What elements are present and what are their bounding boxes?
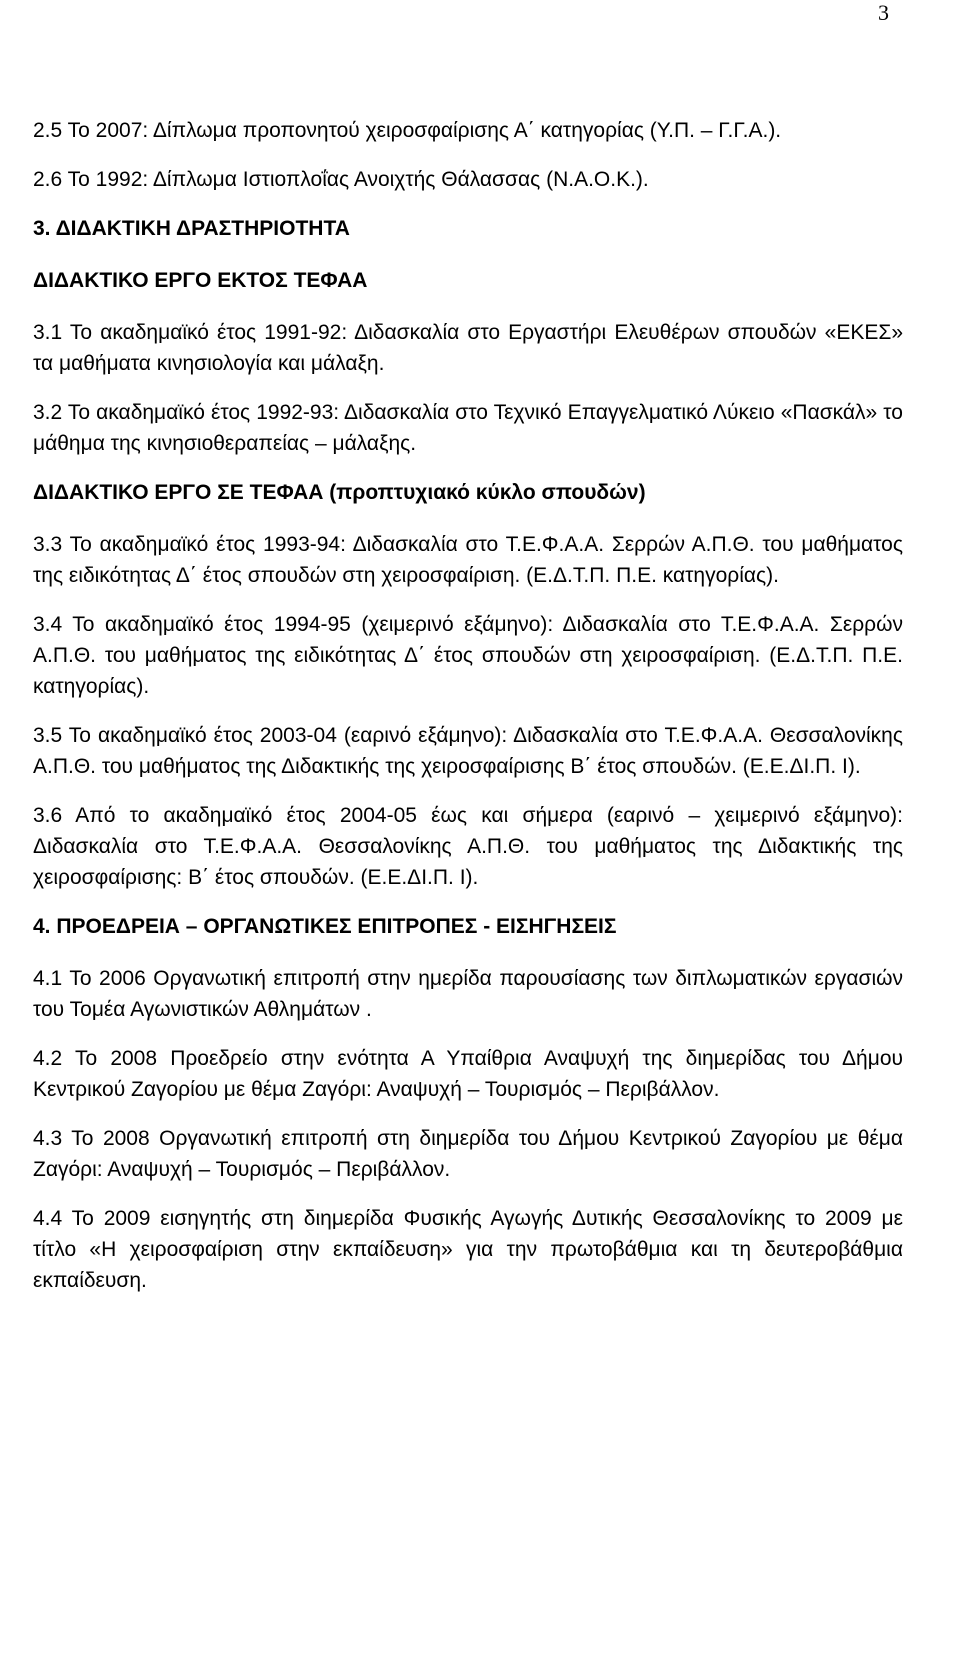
item-4-1: 4.1 Το 2006 Οργανωτική επιτροπή στην ημερίδα παρουσίασης των διπλωματικών εργασιών του Τομέα Αγωνιστικών Αθλημάτων . — [33, 967, 903, 1021]
subheading-in-tefaa: ΔΙΔΑΚΤΙΚΟ ΕΡΓΟ ΣΕ ΤΕΦΑΑ (προπτυχιακό κύκλο σπουδών) — [33, 481, 646, 504]
subheading-outside-tefaa: ΔΙΔΑΚΤΙΚΟ ΕΡΓΟ ΕΚΤΟΣ ΤΕΦΑΑ — [33, 269, 368, 292]
item-3-1: 3.1 Το ακαδημαϊκό έτος 1991-92: Διδασκαλία στο Εργαστήρι Ελευθέρων σπουδών «ΕΚΕΣ» τα μαθήματα κινησιολογία και μάλαξη. — [33, 321, 903, 375]
document-body — [33, 115, 903, 1314]
item-3-5: 3.5 Το ακαδημαϊκό έτος 2003-04 (εαρινό εξάμηνο): Διδασκαλία στο Τ.Ε.Φ.Α.Α. Θεσσαλονίκης Α.Π.Θ. του μαθήματος της Διδακτικής της χειροσφαίρισης Β΄ έτος σπουδών. (Ε.Ε.ΔΙ.Π. Ι). — [33, 724, 903, 778]
page-number: 3 — [878, 0, 889, 25]
item-3-4: 3.4 Το ακαδημαϊκό έτος 1994-95 (χειμερινό εξάμηνο): Διδασκαλία στο Τ.Ε.Φ.Α.Α. Σερρών Α.Π.Θ. του μαθήματος της ειδικότητας Δ΄ έτος σπουδών στη χειροσφαίριση. (Ε.Δ.Τ.Π. Π.Ε. κατηγορίας). — [33, 613, 903, 698]
item-2-5: 2.5 Το 2007: Δίπλωμα προπονητού χειροσφαίρισης Α΄ κατηγορίας (Υ.Π. – Γ.Γ.Α.). — [33, 119, 782, 142]
item-3-6: 3.6 Από το ακαδημαϊκό έτος 2004-05 έως και σήμερα (εαρινό – χειμερινό εξάμηνο): Διδασκαλία στο Τ.Ε.Φ.Α.Α. Θεσσαλονίκης Α.Π.Θ. του μαθήματος της Διδακτικής της χειροσφαίρισης: Β΄ έτος σπουδών. (Ε.Ε.ΔΙ.Π. Ι). — [33, 804, 903, 889]
item-3-3: 3.3 Το ακαδημαϊκό έτος 1993-94: Διδασκαλία στο Τ.Ε.Φ.Α.Α. Σερρών Α.Π.Θ. του μαθήματος της ειδικότητας Δ΄ έτος σπουδών στη χειροσφαίριση. (Ε.Δ.Τ.Π. Π.Ε. κατηγορίας). — [33, 533, 903, 587]
item-4-4: 4.4 Το 2009 εισηγητής στη διημερίδα Φυσικής Αγωγής Δυτικής Θεσσαλονίκης το 2009 με τίτλο «Η χειροσφαίριση στην εκπαίδευση» για την πρωτοβάθμια και τη δευτεροβάθμια εκπαίδευση. — [33, 1207, 903, 1292]
item-4-2: 4.2 Το 2008 Προεδρείο στην ενότητα Α Υπαίθρια Αναψυχή της διημερίδας του Δήμου Κεντρικού Ζαγορίου με θέμα Ζαγόρι: Αναψυχή – Τουρισμός – Περιβάλλον. — [33, 1047, 903, 1101]
section-heading-4: 4. ΠΡΟΕΔΡΕΙΑ – ΟΡΓΑΝΩΤΙΚΕΣ ΕΠΙΤΡΟΠΕΣ - ΕΙΣΗΓΗΣΕΙΣ — [33, 915, 617, 938]
item-4-3: 4.3 Το 2008 Οργανωτική επιτροπή στη διημερίδα του Δήμου Κεντρικού Ζαγορίου με θέμα Ζαγόρι: Αναψυχή – Τουρισμός – Περιβάλλον. — [33, 1127, 903, 1181]
section-heading-3: 3. ΔΙΔΑΚΤΙΚΗ ΔΡΑΣΤΗΡΙΟΤΗΤΑ — [33, 217, 350, 240]
item-2-6: 2.6 Το 1992: Δίπλωμα Ιστιοπλοΐας Ανοιχτής Θάλασσας (Ν.Α.Ο.Κ.). — [33, 168, 649, 191]
item-3-2: 3.2 Το ακαδημαϊκό έτος 1992-93: Διδασκαλία στο Τεχνικό Επαγγελματικό Λύκειο «Πασκάλ» το μάθημα της κινησιοθεραπείας – μάλαξης. — [33, 401, 903, 455]
